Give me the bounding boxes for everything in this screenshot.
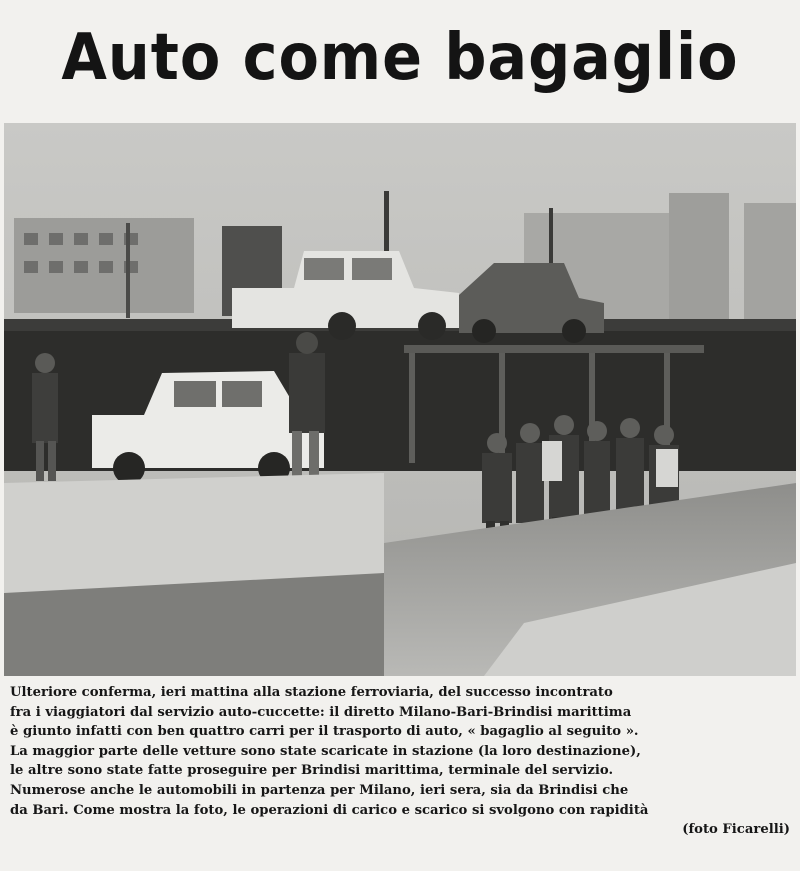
headline-block: [0, 4, 800, 112]
caption-line: La maggior parte delle vetture sono state scaricate in stazione (la loro destinazione),: [10, 743, 641, 759]
caption-line: Ulteriore conferma, ieri mattina alla stazione ferroviaria, del successo incontrato: [10, 685, 613, 700]
news-photo: [4, 123, 796, 676]
caption-line: fra i viaggiatori dal servizio auto-cuccette: il diretto Milano-Bari-Brindisi marittima: [10, 704, 632, 720]
photo-illustration: [4, 123, 796, 676]
caption-line: Numerose anche le automobili in partenza per Milano, ieri sera, sia da Brindisi che: [10, 782, 629, 798]
caption-line: da Bari. Come mostra la foto, le operazioni di carico e scarico si svolgono con rapidità: [10, 802, 649, 818]
headline: Auto come bagaglio: [61, 21, 739, 95]
caption-line: le altre sono state fatte proseguire per Brindisi marittima, terminale del servizio.: [10, 763, 614, 779]
photo-caption: [10, 683, 792, 840]
caption-line: è giunto infatti con ben quattro carri per il trasporto di auto, « bagaglio al seguito ».: [10, 724, 639, 740]
photo-credit: (foto Ficarelli): [682, 822, 790, 838]
